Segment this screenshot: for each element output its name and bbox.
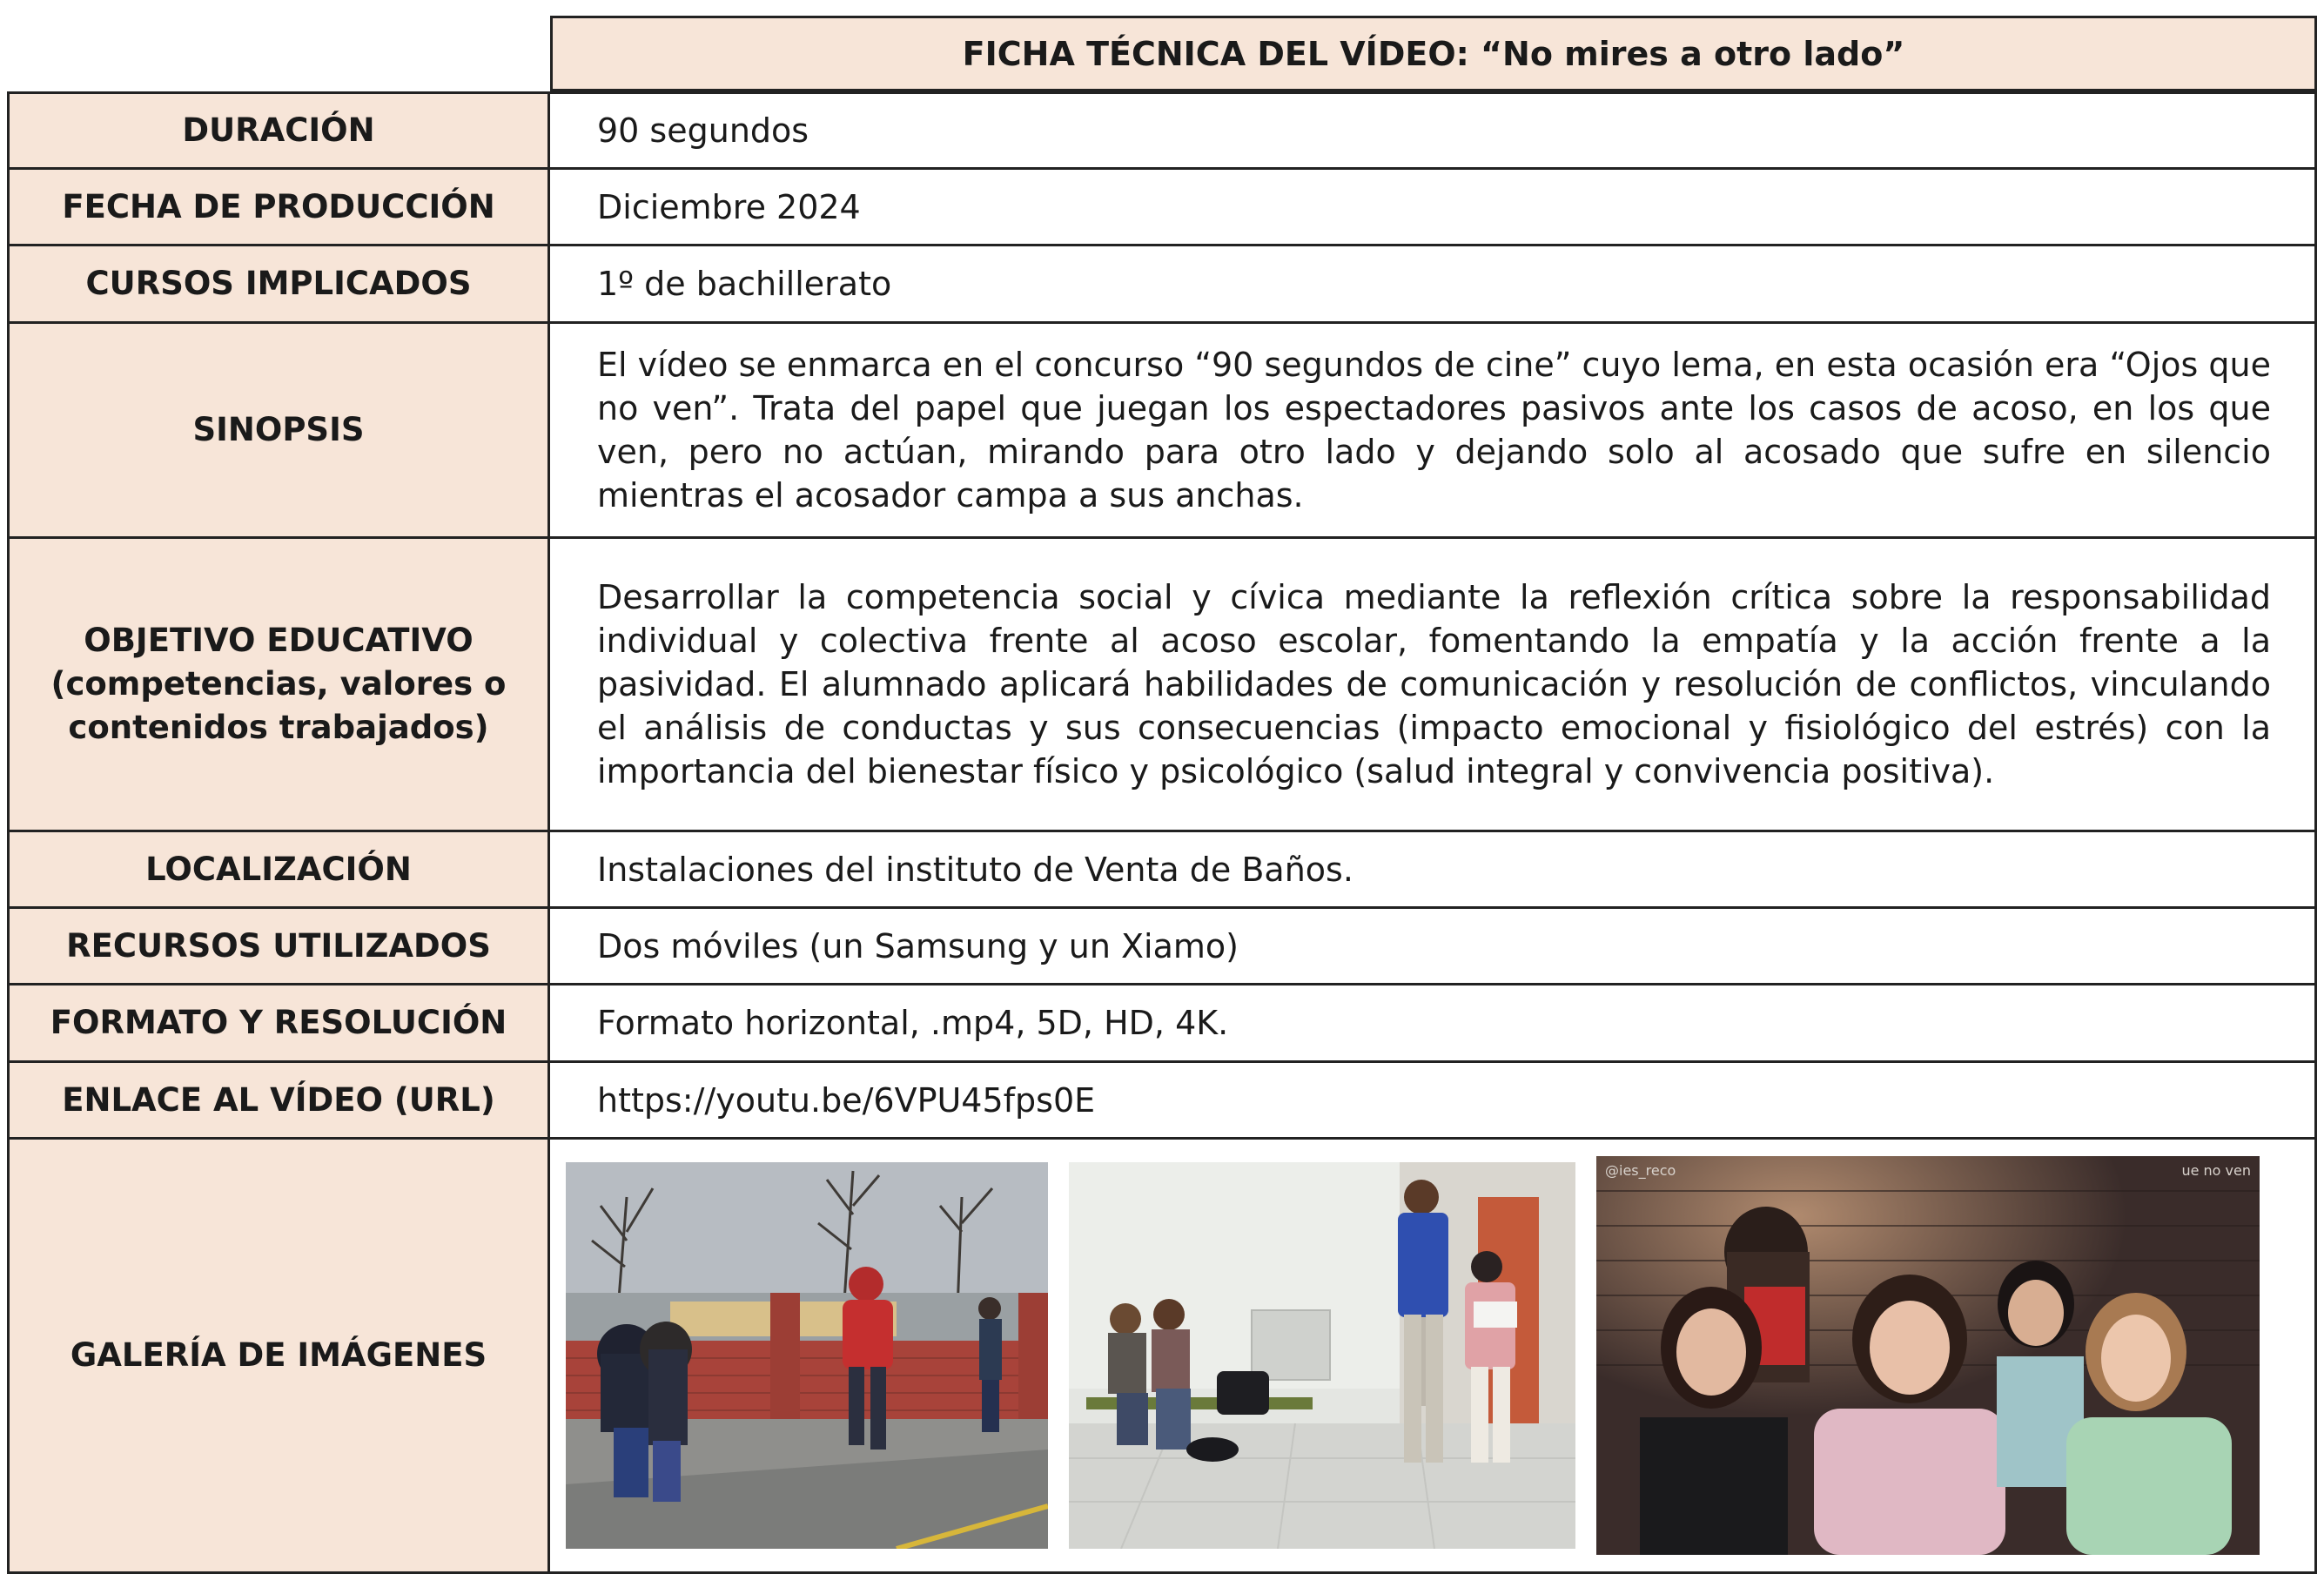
photo-watermark-left: @ies_reco <box>1605 1162 1676 1179</box>
photo-watermark-right: ue no ven <box>2181 1162 2251 1179</box>
value-courses: 1º de bachillerato <box>550 246 2317 324</box>
video-url-link[interactable]: https://youtu.be/6VPU45fps0E <box>597 1080 1096 1120</box>
row-synopsis <box>7 324 2317 539</box>
label-courses: CURSOS IMPLICADOS <box>7 246 550 324</box>
label-duration: DURACIÓN <box>7 91 550 170</box>
value-resources: Dos móviles (un Samsung y un Xiamo) <box>550 909 2317 985</box>
row-video-link <box>7 1063 2317 1140</box>
gallery-photo-schoolyard <box>566 1162 1048 1549</box>
gallery-photo-hallway <box>1069 1162 1575 1549</box>
label-production-date: FECHA DE PRODUCCIÓN <box>7 170 550 246</box>
label-educational-objective: OBJETIVO EDUCATIVO (competencias, valores o contenidos trabajados) <box>7 539 550 832</box>
objective-text: Desarrollar la competencia social y cívica mediante la reflexión crítica sobre la responsabilidad individual y colectiva frente al acoso escolar, fomentando la empatía y la acción frente a la pasividad. El alumnado aplicará habilidades de comunicación y resolución de conflictos, vinculando el análisis de conductas y sus consecuencias (impacto emocional y fisiológico del estrés) con la importancia del bienestar físico y psicológico (salud integral y convivencia positiva). <box>597 578 2271 790</box>
value-educational-objective <box>550 539 2317 832</box>
row-duration <box>7 91 2317 170</box>
row-resources <box>7 909 2317 985</box>
label-gallery: GALERÍA DE IMÁGENES <box>7 1140 550 1574</box>
value-location: Instalaciones del instituto de Venta de Baños. <box>550 832 2317 909</box>
label-location: LOCALIZACIÓN <box>7 832 550 909</box>
row-courses <box>7 246 2317 324</box>
label-synopsis: SINOPSIS <box>7 324 550 539</box>
value-format: Formato horizontal, .mp4, 5D, HD, 4K. <box>550 985 2317 1063</box>
value-synopsis <box>550 324 2317 539</box>
synopsis-text: El vídeo se enmarca en el concurso “90 segundos de cine” cuyo lema, en esta ocasión era “Ojos que no ven”. Trata del papel que juegan los espectadores pasivos ante los casos de acoso, en los que ven, pero no actúan, mirando para otro lado y dejando solo al acosado que sufre en silencio mientras el acosador campa a sus anchas. <box>597 346 2271 515</box>
value-video-link <box>550 1063 2317 1140</box>
gallery-photo-group-portrait <box>1596 1156 2260 1555</box>
value-duration: 90 segundos <box>550 91 2317 170</box>
row-educational-objective <box>7 539 2317 832</box>
row-location <box>7 832 2317 909</box>
label-format: FORMATO Y RESOLUCIÓN <box>7 985 550 1063</box>
label-resources: RECURSOS UTILIZADOS <box>7 909 550 985</box>
sheet-title: FICHA TÉCNICA DEL VÍDEO: “No mires a otro lado” <box>550 16 2317 91</box>
image-gallery <box>550 1140 2317 1574</box>
row-production-date <box>7 170 2317 246</box>
row-gallery <box>7 1140 2317 1574</box>
value-production-date: Diciembre 2024 <box>550 170 2317 246</box>
label-video-link: ENLACE AL VÍDEO (URL) <box>7 1063 550 1140</box>
row-format <box>7 985 2317 1063</box>
